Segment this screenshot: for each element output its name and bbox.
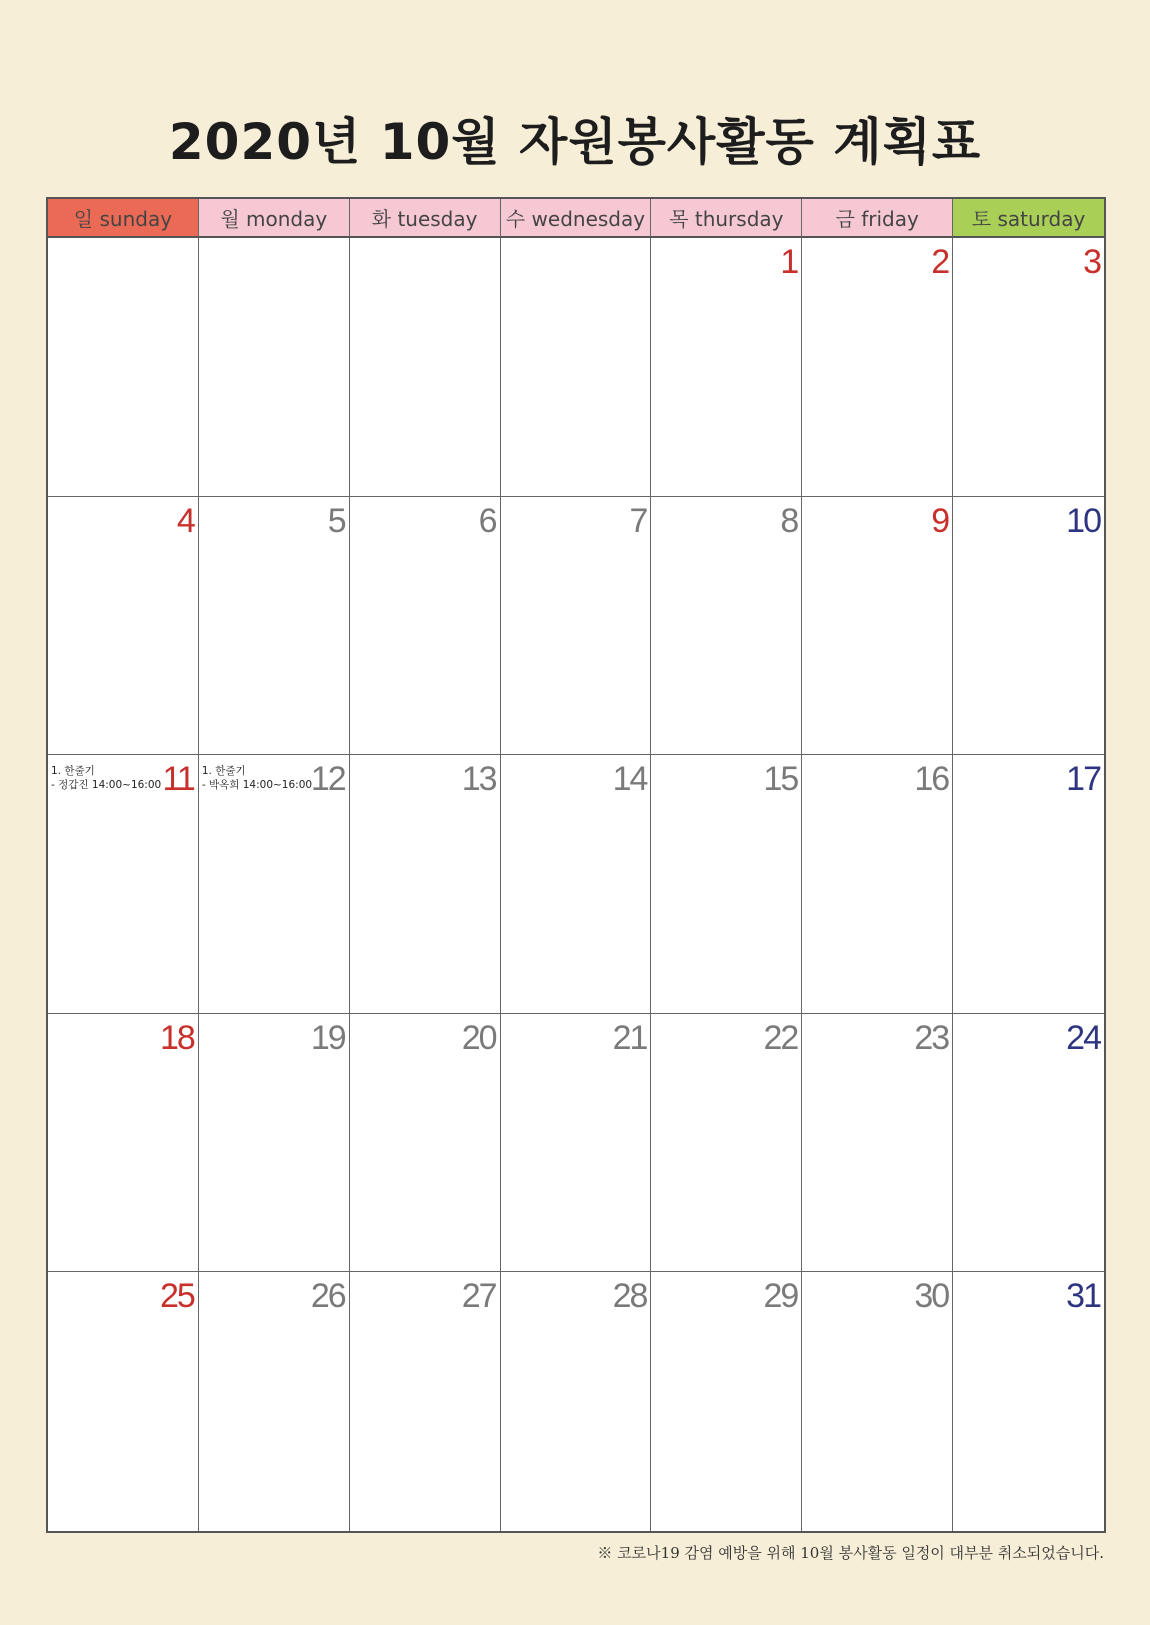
day-cell xyxy=(802,238,953,497)
day-number: 2 xyxy=(931,243,949,281)
day-number: 8 xyxy=(780,501,798,540)
day-number: 23 xyxy=(914,1018,949,1057)
day-number: 18 xyxy=(160,1018,194,1057)
day-cell xyxy=(651,497,802,756)
calendar-grid xyxy=(46,197,1106,1533)
day-number: 22 xyxy=(763,1018,798,1057)
weekday-header-2: 화 tuesday xyxy=(350,199,501,238)
day-cell xyxy=(501,755,652,1014)
day-cell xyxy=(953,1014,1104,1273)
day-number: 29 xyxy=(763,1277,798,1316)
day-number: 24 xyxy=(1066,1018,1100,1057)
day-cell xyxy=(953,238,1104,497)
day-number: 1 xyxy=(780,243,798,281)
day-number: 19 xyxy=(310,1018,345,1057)
day-cell xyxy=(48,497,199,756)
day-cell xyxy=(802,497,953,756)
day-number: 3 xyxy=(1083,243,1100,281)
day-cell xyxy=(48,1014,199,1273)
day-number: 31 xyxy=(1066,1277,1100,1316)
day-cell xyxy=(802,1272,953,1531)
day-number: 30 xyxy=(914,1277,949,1316)
day-cell xyxy=(501,1272,652,1531)
day-number: 14 xyxy=(612,760,647,799)
day-cell xyxy=(350,1272,501,1531)
event-note xyxy=(51,764,161,792)
weekday-header-1: 월 monday xyxy=(199,199,350,238)
day-cell xyxy=(199,1014,350,1273)
event-note-line: 1. 한줄기 xyxy=(201,765,246,778)
weekday-header-4: 목 thursday xyxy=(651,199,802,238)
day-number: 16 xyxy=(914,760,949,799)
day-number: 7 xyxy=(629,501,647,540)
day-cell xyxy=(199,238,350,497)
footer-note: ※ 코로나19 감염 예방을 위해 10월 봉사활동 일정이 대부분 취소되었습니다. xyxy=(597,1544,1104,1562)
day-cell xyxy=(48,1272,199,1531)
day-cell xyxy=(651,1272,802,1531)
event-note-line: 1. 한줄기 xyxy=(51,765,95,778)
weekday-header-6: 토 saturday xyxy=(953,199,1104,238)
day-cell xyxy=(48,238,199,497)
weekday-header-0: 일 sunday xyxy=(48,199,199,238)
day-cell xyxy=(953,497,1104,756)
day-number: 20 xyxy=(461,1018,496,1057)
weekday-header-3: 수 wednesday xyxy=(501,199,652,238)
day-cell xyxy=(199,755,350,1014)
day-cell xyxy=(350,755,501,1014)
day-cell xyxy=(802,1014,953,1273)
day-number: 28 xyxy=(612,1277,647,1316)
day-cell xyxy=(501,238,652,497)
event-note xyxy=(202,764,312,792)
page-title: 2020년 10월 자원봉사활동 계획표 xyxy=(168,113,982,171)
day-number: 6 xyxy=(478,501,496,540)
day-number: 11 xyxy=(162,760,194,799)
day-number: 15 xyxy=(763,760,798,799)
event-note-line: - 박옥희 14:00~16:00 xyxy=(201,779,313,792)
day-number: 12 xyxy=(310,760,345,799)
day-number: 13 xyxy=(461,760,496,799)
day-cell xyxy=(350,1014,501,1273)
day-cell xyxy=(199,497,350,756)
day-number: 10 xyxy=(1066,501,1100,540)
day-cell xyxy=(501,497,652,756)
day-cell xyxy=(651,755,802,1014)
day-cell xyxy=(350,238,501,497)
day-number: 21 xyxy=(612,1018,647,1057)
day-number: 26 xyxy=(310,1277,345,1316)
day-cell xyxy=(651,238,802,497)
day-cell xyxy=(953,1272,1104,1531)
day-cell xyxy=(48,755,199,1014)
day-cell xyxy=(199,1272,350,1531)
day-number: 4 xyxy=(176,501,194,540)
day-cell xyxy=(651,1014,802,1273)
day-number: 5 xyxy=(327,501,345,540)
day-cell xyxy=(802,755,953,1014)
day-number: 9 xyxy=(931,501,949,540)
day-number: 27 xyxy=(461,1277,496,1316)
day-cell xyxy=(501,1014,652,1273)
day-cell xyxy=(350,497,501,756)
day-number: 17 xyxy=(1066,760,1100,799)
weekday-header-5: 금 friday xyxy=(802,199,953,238)
day-cell xyxy=(953,755,1104,1014)
day-number: 25 xyxy=(160,1277,194,1316)
event-note-line: - 정갑진 14:00~16:00 xyxy=(51,779,162,792)
